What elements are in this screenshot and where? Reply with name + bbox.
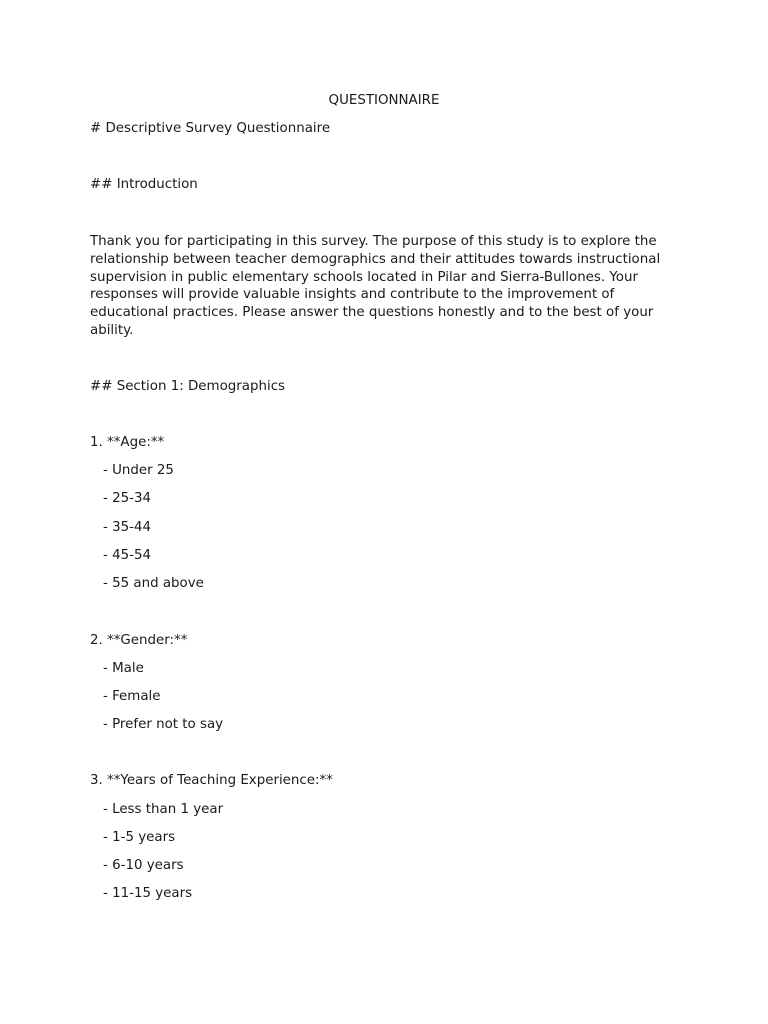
introduction-paragraph: Thank you for participating in this survey. The purpose of this study is to explore the relationship between teacher demographics and their attitudes towards instructional supervision in public elementary schools located in Pilar and Sierra-Bullones. Your responses will provide valuable insights and contribute to the improvement of educational practices. Please answer the questions honestly and to the best of your ability. bbox=[90, 234, 661, 338]
experience-option-1-5: - 1-5 years bbox=[103, 830, 176, 845]
experience-option-6-10: - 6-10 years bbox=[103, 858, 184, 873]
section1-heading: ## Section 1: Demographics bbox=[90, 379, 286, 394]
age-option-45-54: - 45-54 bbox=[103, 548, 151, 563]
document-title: QUESTIONNAIRE bbox=[328, 93, 440, 108]
gender-option-prefer-not: - Prefer not to say bbox=[103, 717, 224, 732]
age-option-under-25: - Under 25 bbox=[103, 463, 174, 478]
age-option-35-44: - 35-44 bbox=[103, 520, 151, 535]
age-option-55-above: - 55 and above bbox=[103, 576, 204, 591]
age-option-25-34: - 25-34 bbox=[103, 491, 151, 506]
question-experience-label: 3. **Years of Teaching Experience:** bbox=[90, 773, 333, 788]
gender-option-female: - Female bbox=[103, 689, 161, 704]
experience-option-11-15: - 11-15 years bbox=[103, 886, 193, 901]
question-age-label: 1. **Age:** bbox=[90, 435, 165, 450]
question-gender-label: 2. **Gender:** bbox=[90, 633, 188, 648]
introduction-heading: ## Introduction bbox=[90, 177, 198, 192]
experience-option-less-1: - Less than 1 year bbox=[103, 802, 224, 817]
gender-option-male: - Male bbox=[103, 661, 144, 676]
survey-heading: # Descriptive Survey Questionnaire bbox=[90, 121, 331, 136]
